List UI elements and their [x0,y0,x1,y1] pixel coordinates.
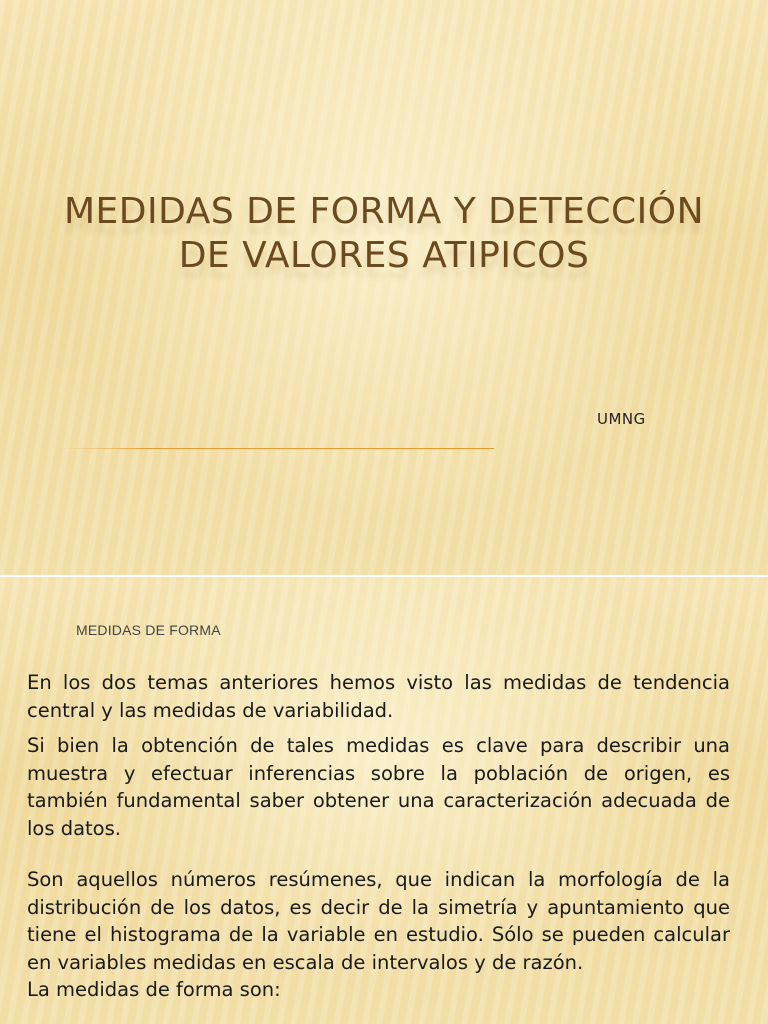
title-line-1: MEDIDAS DE FORMA Y DETECCIÓN [63,191,705,232]
accent-rule [62,448,494,449]
paragraph-1: En los dos temas anteriores hemos visto las medidas de tendencia central y las medidas de variabilidad. [27,671,730,722]
paragraph-2: Si bien la obtención de tales medidas es clave para describir una muestra y efectuar inferencias sobre la población de origen, es también fundamental saber obtener una caracterización adecuada de los datos. [27,734,730,840]
section-heading: MEDIDAS DE FORMA [76,622,221,638]
title-line-2: DE VALORES ATIPICOS [178,235,590,276]
content-slide [0,577,768,1024]
body-text [27,669,730,1012]
slide-title [0,190,768,278]
organization-label: UMNG [597,410,646,428]
paragraph-4: La medidas de forma son: [27,978,281,1001]
paragraph-3: Son aquellos números resúmenes, que indican la morfología de la distribución de los datos, es decir de la simetría y apuntamiento que tiene el histograma de la variable en estudio. Sólo se pueden calcular en variables medidas en escala de intervalos y de razón. [27,868,730,974]
